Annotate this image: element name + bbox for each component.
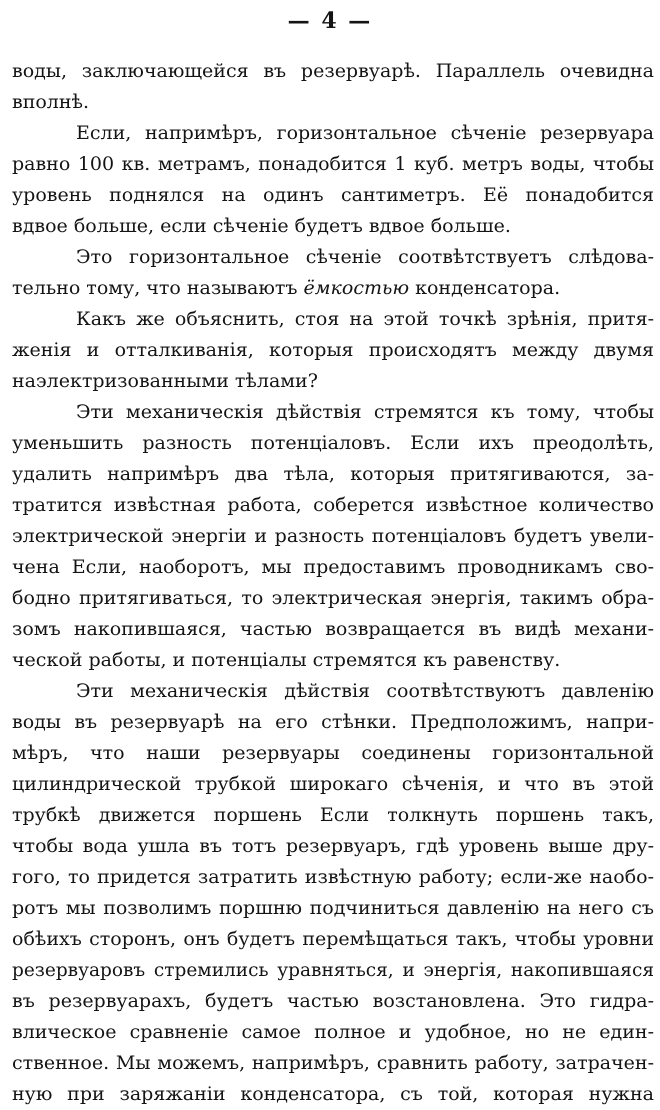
text-line: резервуаровъ стремились уравняться, и энергія, накопившаяся	[12, 960, 654, 981]
text-line: ную при заряжаніи конденсатора, съ той, которая нужна	[12, 1083, 654, 1105]
text-line: цилиндрической трубкой широкаго сѣченія, и что въ этой	[12, 773, 654, 795]
text-line: Это горизонтальное сѣченіе соотвѣтствуетъ слѣдова-	[76, 246, 654, 268]
page-number: — 4 —	[287, 8, 373, 34]
text-line	[12, 273, 654, 304]
text-line: равно 100 кв. метрамъ, понадобится 1 куб. метръ воды, чтобы	[12, 153, 654, 175]
text-line: зомъ накопившаяся, частью возвращается въ видѣ механи-	[12, 618, 654, 640]
emphasized-term: ёмкостью	[303, 277, 410, 299]
text-line: чтобы вода ушла въ тотъ резервуаръ, гдѣ уровень выше дру-	[12, 835, 654, 857]
text-line: ственное. Мы можемъ, напримѣръ, сравнить работу, затрачен-	[12, 1052, 654, 1074]
body-text	[12, 56, 654, 1110]
text-line: въ резервуарахъ, будетъ частью возстановлена. Это гидра-	[12, 990, 654, 1012]
text-span: конденсатора.	[409, 277, 561, 299]
text-span: тельно тому, что называютъ	[12, 277, 304, 299]
text-line: Если, напримѣръ, горизонтальное сѣченіе резервуара	[76, 122, 654, 144]
text-line: Эти механическія дѣйствія стремятся къ тому, чтобы	[76, 401, 654, 423]
text-line: влическое сравненіе самое полное и удобное, но не един-	[12, 1021, 654, 1043]
text-line: ческой работы, и потенціалы стремятся къ равенству.	[12, 649, 561, 671]
text-line: бодно притягиваться, то электрическая энергія, такимъ обра-	[12, 587, 654, 609]
text-line: женія и отталкиванія, которыя происходятъ между двумя	[12, 339, 654, 361]
text-line: воды, заключающейся въ резервуарѣ. Параллель очевидна	[12, 60, 654, 82]
text-line: вполнѣ.	[12, 91, 90, 113]
text-line: обѣихъ сторонъ, онъ будетъ перемѣщаться такъ, чтобы уровни	[12, 928, 654, 950]
text-line: уменьшить разность потенціаловъ. Если ихъ преодолѣть,	[12, 432, 654, 454]
text-line: уровень поднялся на одинъ сантиметръ. Её понадобится	[12, 184, 654, 206]
text-line: трубкѣ движется поршень Если толкнуть поршень такъ,	[12, 804, 654, 826]
text-line: Эти механическія дѣйствія соотвѣтствуютъ давленію	[76, 680, 654, 702]
text-line: удалить напримѣръ два тѣла, которыя притягиваются, за-	[12, 463, 654, 485]
text-line: электрической энергіи и разность потенціаловъ будетъ увели-	[12, 525, 654, 547]
text-line: вдвое больше, если сѣченіе будетъ вдвое больше.	[12, 215, 511, 237]
text-line: мѣръ, что наши резервуары соединены горизонтальной	[12, 742, 654, 764]
text-line: тратится извѣстная работа, соберется извѣстное количество	[12, 494, 654, 516]
text-line: наэлектризованными тѣлами?	[12, 370, 318, 392]
text-line: ротъ мы позволимъ поршню подчиниться давленію на него съ	[12, 897, 654, 919]
text-line: чена Если, наоборотъ, мы предоставимъ проводникамъ сво-	[12, 556, 654, 578]
text-line: Какъ же объяснить, стоя на этой точкѣ зрѣнія, притя-	[76, 308, 654, 330]
text-line: гого, то придется затратить извѣстную работу; если-же наобо-	[12, 866, 654, 888]
text-line: воды въ резервуарѣ на его стѣнки. Предположимъ, напри-	[12, 711, 654, 733]
